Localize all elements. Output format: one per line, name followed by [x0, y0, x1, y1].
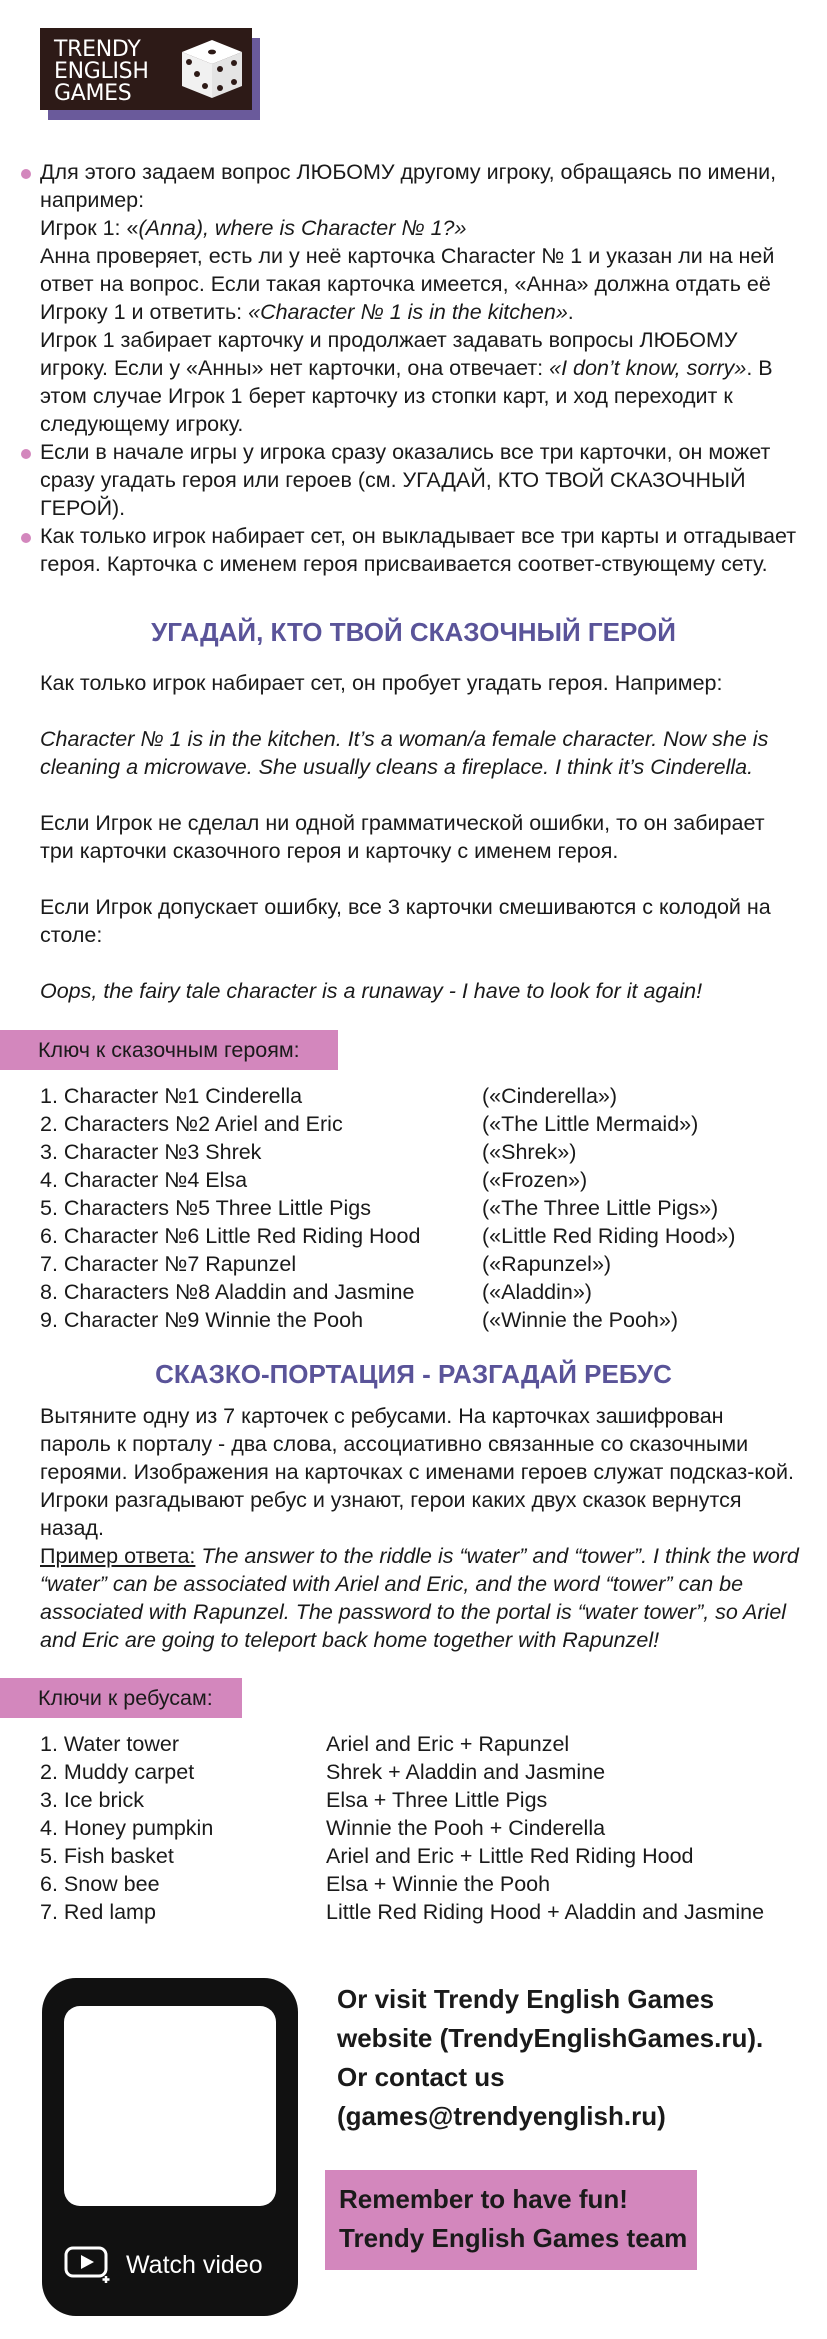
- section1-oops: [40, 977, 800, 1005]
- key-right: Elsa + Winnie the Pooh: [326, 1872, 551, 1896]
- example-italic: (Anna), where is Character № 1?: [138, 216, 455, 240]
- key-left: 4. Character №4 Elsa: [40, 1168, 248, 1192]
- logo-text: [54, 39, 149, 105]
- logo-line-2: ENGLISH: [54, 59, 149, 84]
- key-right: («Cinderella»): [482, 1084, 618, 1108]
- key-left: 4. Honey pumpkin: [40, 1816, 214, 1840]
- key-row: [40, 1870, 800, 1898]
- key-left: 9. Character №9 Winnie the Pooh: [40, 1308, 364, 1332]
- play-video-icon: [64, 2246, 114, 2284]
- italic-part: «I don’t know, sorry»: [549, 356, 747, 380]
- bullet-text: Если в начале игры у игрока сразу оказались все три карточки, он может сразу угадать героя или героев (см. УГАДАЙ, КТО ТВОЙ СКАЗОЧНЫЙ ГЕРОЙ).: [40, 440, 771, 520]
- visit-line: (games@trendyenglish.ru): [337, 2101, 666, 2131]
- oops-italic: Oops, the fairy tale character is a runaway - I have to look for it again!: [40, 979, 703, 1003]
- section1-rule-mistake: Если Игрок допускает ошибку, все 3 карточки смешиваются с колодой на столе:: [40, 895, 771, 947]
- section-heading-rebus: СКАЗКО-ПОРТАЦИЯ - РАЗГАДАЙ РЕБУС: [155, 1359, 672, 1389]
- key-row: [40, 1110, 800, 1138]
- key-right: («Frozen»): [482, 1168, 588, 1192]
- key-row: [40, 1842, 800, 1870]
- key-left: 1. Water tower: [40, 1732, 179, 1756]
- key-row: [40, 1166, 800, 1194]
- key-right: («Little Red Riding Hood»): [482, 1224, 736, 1248]
- rebus-key-list: [40, 1730, 800, 1926]
- heroes-key-list: [40, 1082, 800, 1334]
- dice-icon: [176, 36, 248, 102]
- key-left: 7. Red lamp: [40, 1900, 156, 1924]
- key-left: 5. Characters №5 Three Little Pigs: [40, 1196, 371, 1220]
- heroes-key-title: Ключ к сказочным героям:: [0, 1030, 338, 1070]
- video-qr-card[interactable]: [42, 1978, 298, 2316]
- key-right: («Rapunzel»): [482, 1252, 612, 1276]
- key-right: («Aladdin»): [482, 1280, 592, 1304]
- watch-video-label: Watch video: [126, 2251, 263, 2279]
- brand-logo: [40, 28, 260, 120]
- qr-code-area: [64, 2006, 276, 2206]
- section1-example: [40, 725, 800, 781]
- key-left: 7. Character №7 Rapunzel: [40, 1252, 297, 1276]
- bullet-text: Как только игрок набирает сет, он выкладывает все три карты и отгадывает героя. Карточка с именем героя присваивается соответ-ствующему сету.: [40, 524, 797, 576]
- text-suffix: .: [567, 300, 574, 324]
- key-right: Little Red Riding Hood + Aladdin and Jasmine: [326, 1900, 765, 1924]
- key-row: [40, 1786, 800, 1814]
- rules-bullet-list: [40, 158, 800, 578]
- bullet-set-complete: [40, 522, 800, 578]
- key-left: 6. Character №6 Little Red Riding Hood: [40, 1224, 421, 1248]
- bullet-text: [40, 242, 800, 326]
- bullet-all-three-cards: [40, 438, 800, 522]
- bullet-text: [40, 326, 800, 438]
- key-left: 5. Fish basket: [40, 1844, 174, 1868]
- key-left: 3. Ice brick: [40, 1788, 144, 1812]
- key-row: [40, 1306, 800, 1334]
- key-right: («Winnie the Pooh»): [482, 1308, 678, 1332]
- key-right: Elsa + Three Little Pigs: [326, 1788, 548, 1812]
- text-suffix: . В этом случае Игрок 1 берет карточку из стопки карт, и ход переходит к следующему игроку.: [40, 356, 773, 436]
- key-row: [40, 1730, 800, 1758]
- section1-intro: Как только игрок набирает сет, он пробует угадать героя. Например:: [40, 671, 723, 695]
- section-heading-guess-hero: УГАДАЙ, КТО ТВОЙ СКАЗОЧНЫЙ ГЕРОЙ: [151, 617, 676, 647]
- rebus-key-title: Ключи к ребусам:: [0, 1678, 242, 1718]
- key-row: [40, 1222, 800, 1250]
- bullet-text: Для этого задаем вопрос ЛЮБОМУ другому игроку, обращаясь по имени, например:: [40, 160, 777, 212]
- fun-line: Trendy English Games team: [339, 2223, 688, 2253]
- key-left: 3. Character №3 Shrek: [40, 1140, 262, 1164]
- example-italic: The answer to the riddle is “water” and “tower”. I think the word “water” can be associated with Ariel and Eric, and the word “tower” can be associated with Rapunzel. The password to the portal is “water tower”, so Ariel and Eric are going to teleport back home together with Rapunzel!: [40, 1544, 799, 1652]
- key-right: («The Little Mermaid»): [482, 1112, 699, 1136]
- example-label: Пример ответа:: [40, 1544, 196, 1568]
- example-suffix: »: [454, 216, 467, 240]
- key-right: («The Three Little Pigs»): [482, 1196, 719, 1220]
- key-left: 2. Characters №2 Ariel and Eric: [40, 1112, 343, 1136]
- key-left: 8. Characters №8 Aladdin and Jasmine: [40, 1280, 415, 1304]
- text-part: Игрок 1 забирает карточку и продолжает задавать вопросы ЛЮБОМУ игроку. Если у «Анны» нет карточки, она отвечает:: [40, 328, 738, 380]
- key-row: [40, 1082, 800, 1110]
- contact-info: [337, 1980, 797, 2136]
- have-fun-banner: [325, 2170, 697, 2270]
- key-right: Ariel and Eric + Rapunzel: [326, 1732, 570, 1756]
- key-right: («Shrek»): [482, 1140, 577, 1164]
- key-row: [40, 1898, 800, 1926]
- section1-rule-correct: Если Игрок не сделал ни одной грамматической ошибки, то он забирает три карточки сказочного героя и карточку с именем героя.: [40, 811, 765, 863]
- key-right: Ariel and Eric + Little Red Riding Hood: [326, 1844, 694, 1868]
- key-left: 1. Character №1 Cinderella: [40, 1084, 303, 1108]
- example-italic: Character № 1 is in the kitchen. It’s a woman/a female character. Now she is cleaning a microwave. She usually cleans a fireplace. I think it’s Cinderella.: [40, 727, 769, 779]
- visit-line: Or visit Trendy English Games: [337, 1984, 715, 2014]
- key-left: 6. Snow bee: [40, 1872, 160, 1896]
- key-right: Shrek + Aladdin and Jasmine: [326, 1760, 606, 1784]
- text-part: Анна проверяет, есть ли у неё карточка Character № 1 и указан ли на ней ответ на вопрос. Если такая карточка имеется, «Анна» должна отдать её Игроку 1 и ответить:: [40, 244, 775, 324]
- fun-line: Remember to have fun!: [339, 2184, 628, 2214]
- section2-text: Вытяните одну из 7 карточек с ребусами. На карточках зашифрован пароль к порталу - два слова, ассоциативно связанные со сказочными героями. Изображения на карточках с именами героев служат подсказ-кой. Игроки разгадывают ребус и узнают, герои каких двух сказок вернутся назад.: [40, 1404, 794, 1540]
- key-row: [40, 1250, 800, 1278]
- watch-video-link[interactable]: [64, 2246, 263, 2284]
- key-right: Winnie the Pooh + Cinderella: [326, 1816, 606, 1840]
- bullet-ask-player: [40, 158, 800, 438]
- italic-part: «Character № 1 is in the kitchen»: [248, 300, 568, 324]
- key-row: [40, 1758, 800, 1786]
- logo-line-3: GAMES: [54, 81, 132, 106]
- key-row: [40, 1138, 800, 1166]
- visit-line: Or contact us: [337, 2062, 505, 2092]
- visit-line: website (TrendyEnglishGames.ru).: [337, 2023, 764, 2053]
- example-prefix: Игрок 1: «: [40, 216, 139, 240]
- logo-line-1: TRENDY: [54, 37, 141, 62]
- key-left: 2. Muddy carpet: [40, 1760, 195, 1784]
- bullet-example-line: [40, 214, 800, 242]
- key-row: [40, 1194, 800, 1222]
- section2-example: [40, 1542, 800, 1654]
- key-row: [40, 1278, 800, 1306]
- key-row: [40, 1814, 800, 1842]
